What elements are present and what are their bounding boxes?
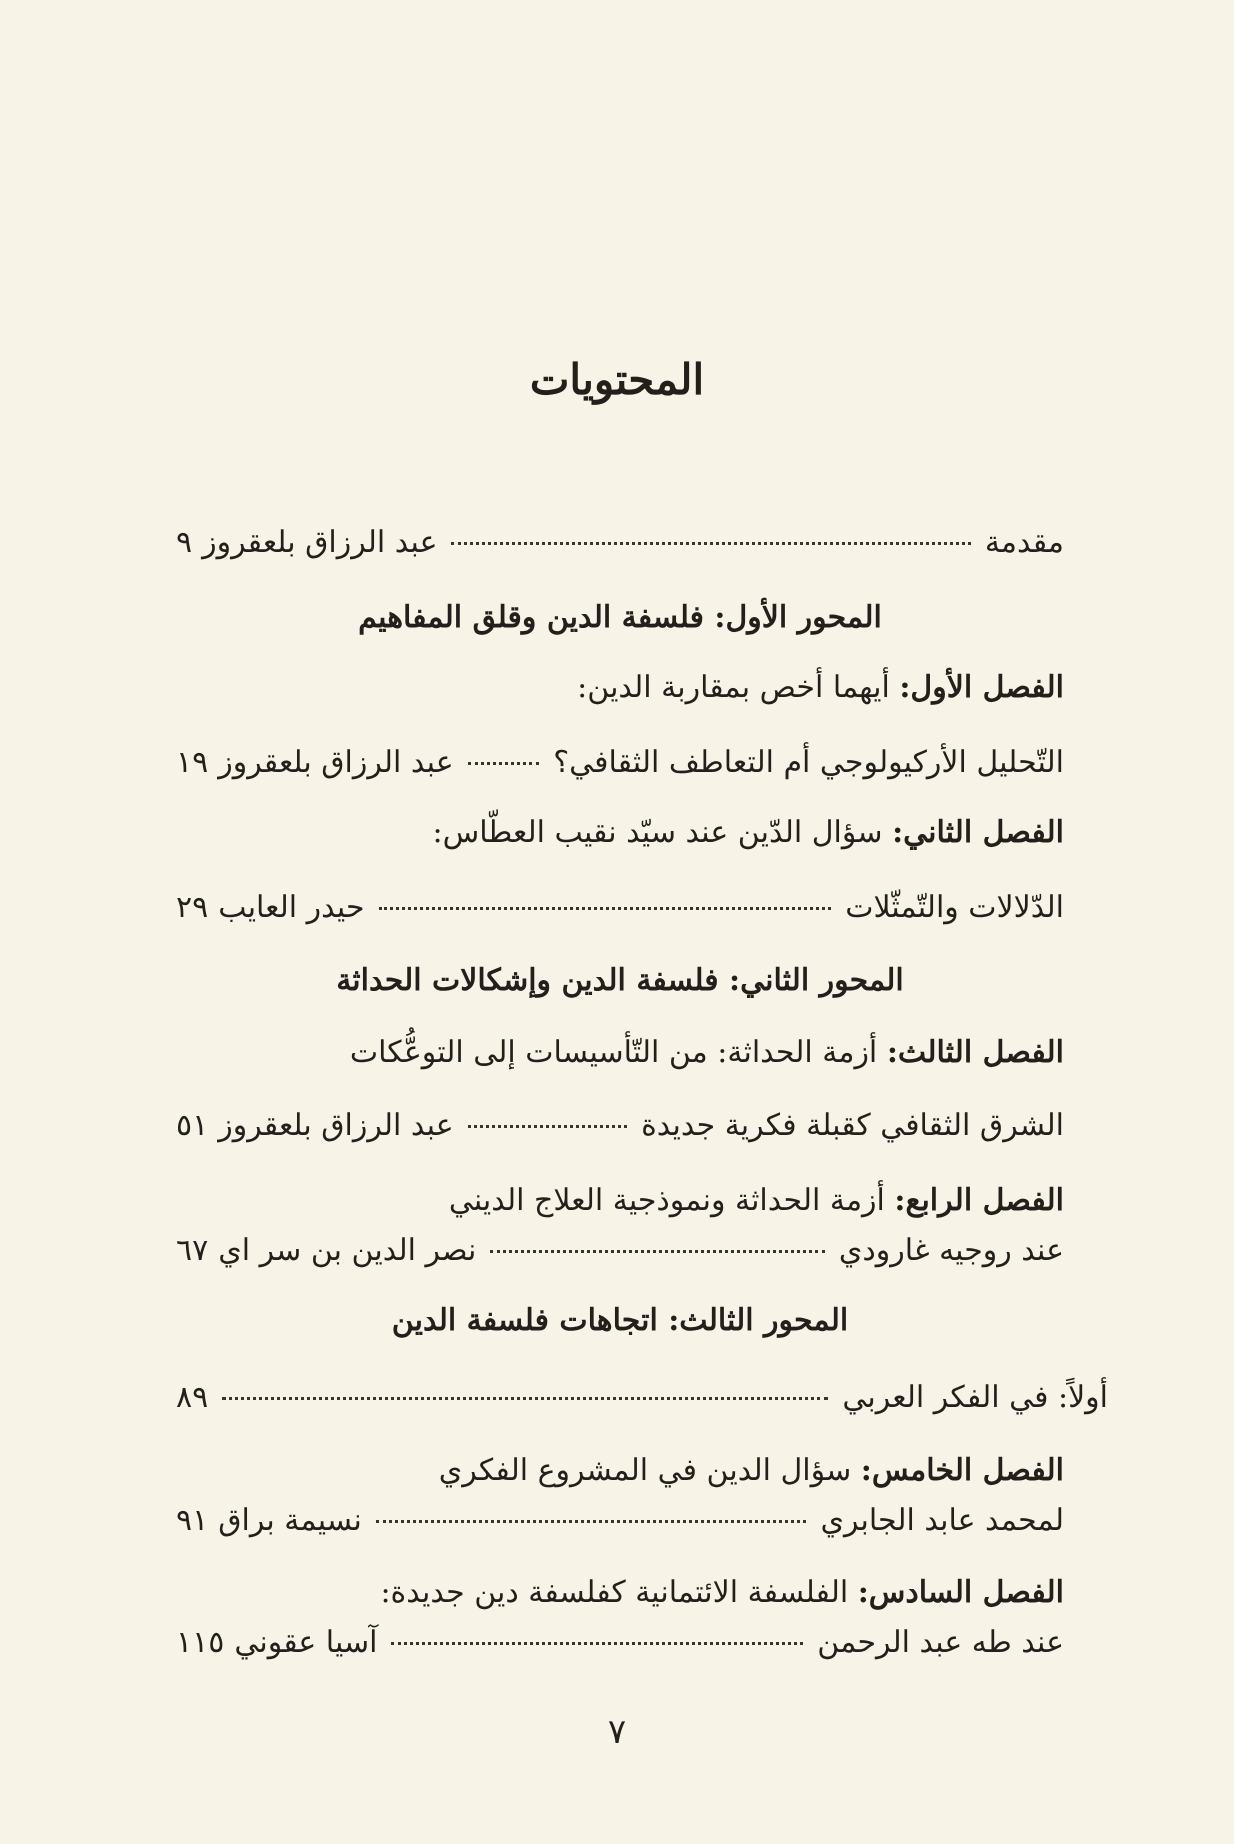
page-number: ٧ — [607, 1712, 627, 1752]
entry-page: ٩١ — [176, 1503, 209, 1538]
axis-heading-2: المحور الثاني: فلسفة الدين وإشكالات الحداثة — [336, 963, 904, 998]
entry-author: حيدر العايب — [218, 890, 365, 925]
chapter-title: أيهما أخص بمقاربة الدين: — [577, 670, 890, 705]
chapter-title-2 — [176, 815, 1064, 850]
chapter-label: الفصل الثاني: — [892, 815, 1064, 850]
chapter-title: سؤال الدين في المشروع الفكري — [438, 1453, 852, 1488]
entry-author: نصر الدين بن سر اي — [218, 1233, 477, 1268]
entry-label: أولاً: في الفكر العربي — [842, 1380, 1108, 1415]
chapter-title-1 — [176, 670, 1064, 705]
entry-page: ٥١ — [176, 1108, 209, 1143]
chapter-title-6 — [176, 1575, 1064, 1610]
entry-author: عبد الرزاق بلعقروز — [202, 525, 438, 560]
entry-subtitle: الشرق الثقافي كقبلة فكرية جديدة — [641, 1108, 1064, 1143]
toc-entry-intro — [176, 525, 1064, 560]
entry-author: آسيا عقوني — [234, 1625, 378, 1660]
dot-leader — [468, 762, 540, 765]
entry-author: عبد الرزاق بلعقروز — [218, 745, 454, 780]
toc-entry-section-first — [176, 1380, 1108, 1415]
entry-author: نسيمة براق — [218, 1503, 362, 1538]
chapter-title-5 — [176, 1453, 1064, 1488]
dot-leader — [379, 907, 832, 910]
page-title: المحتويات — [529, 355, 705, 404]
axis-heading-3: المحور الثالث: اتجاهات فلسفة الدين — [391, 1303, 849, 1338]
toc-entry-ch5 — [176, 1503, 1064, 1538]
entry-page: ٢٩ — [176, 890, 209, 925]
toc-entry-ch3 — [176, 1108, 1064, 1143]
entry-page: ٩ — [176, 525, 193, 560]
chapter-label: الفصل الأول: — [899, 670, 1064, 705]
chapter-label: الفصل الرابع: — [894, 1183, 1064, 1218]
chapter-title: أزمة الحداثة: من التّأسيسات إلى التوعُّكات — [349, 1035, 878, 1070]
chapter-label: الفصل الثالث: — [886, 1035, 1064, 1070]
toc-entry-ch1 — [176, 745, 1064, 780]
entry-page: ١١٥ — [176, 1625, 225, 1660]
chapter-title: سؤال الدّين عند سيّد نقيب العطّاس: — [432, 815, 883, 850]
dot-leader — [490, 1250, 825, 1253]
dot-leader — [391, 1642, 803, 1645]
entry-subtitle: عند طه عبد الرحمن — [817, 1625, 1064, 1660]
entry-page: ٦٧ — [176, 1233, 209, 1268]
toc-entry-ch6 — [176, 1625, 1064, 1660]
entry-page: ٨٩ — [176, 1380, 209, 1415]
entry-subtitle: التّحليل الأركيولوجي أم التعاطف الثقافي؟ — [553, 745, 1064, 780]
axis-heading-1: المحور الأول: فلسفة الدين وقلق المفاهيم — [358, 600, 882, 635]
entry-label: مقدمة — [984, 525, 1064, 560]
entry-subtitle: الدّلالات والتّمثّلات — [845, 890, 1064, 925]
chapter-label: الفصل السادس: — [857, 1575, 1064, 1610]
dot-leader — [468, 1125, 627, 1128]
dot-leader — [376, 1520, 807, 1523]
dot-leader — [451, 542, 970, 545]
entry-author: عبد الرزاق بلعقروز — [218, 1108, 454, 1143]
chapter-title-4 — [176, 1183, 1064, 1218]
toc-entry-ch2 — [176, 890, 1064, 925]
entry-subtitle: عند روجيه غارودي — [838, 1233, 1064, 1268]
chapter-label: الفصل الخامس: — [860, 1453, 1064, 1488]
dot-leader — [222, 1397, 828, 1400]
toc-entry-ch4 — [176, 1233, 1064, 1268]
chapter-title: أزمة الحداثة ونموذجية العلاج الديني — [448, 1183, 885, 1218]
entry-page: ١٩ — [176, 745, 209, 780]
chapter-title-3 — [176, 1035, 1064, 1070]
chapter-title: الفلسفة الائتمانية كفلسفة دين جديدة: — [380, 1575, 849, 1610]
entry-subtitle: لمحمد عابد الجابري — [820, 1503, 1064, 1538]
